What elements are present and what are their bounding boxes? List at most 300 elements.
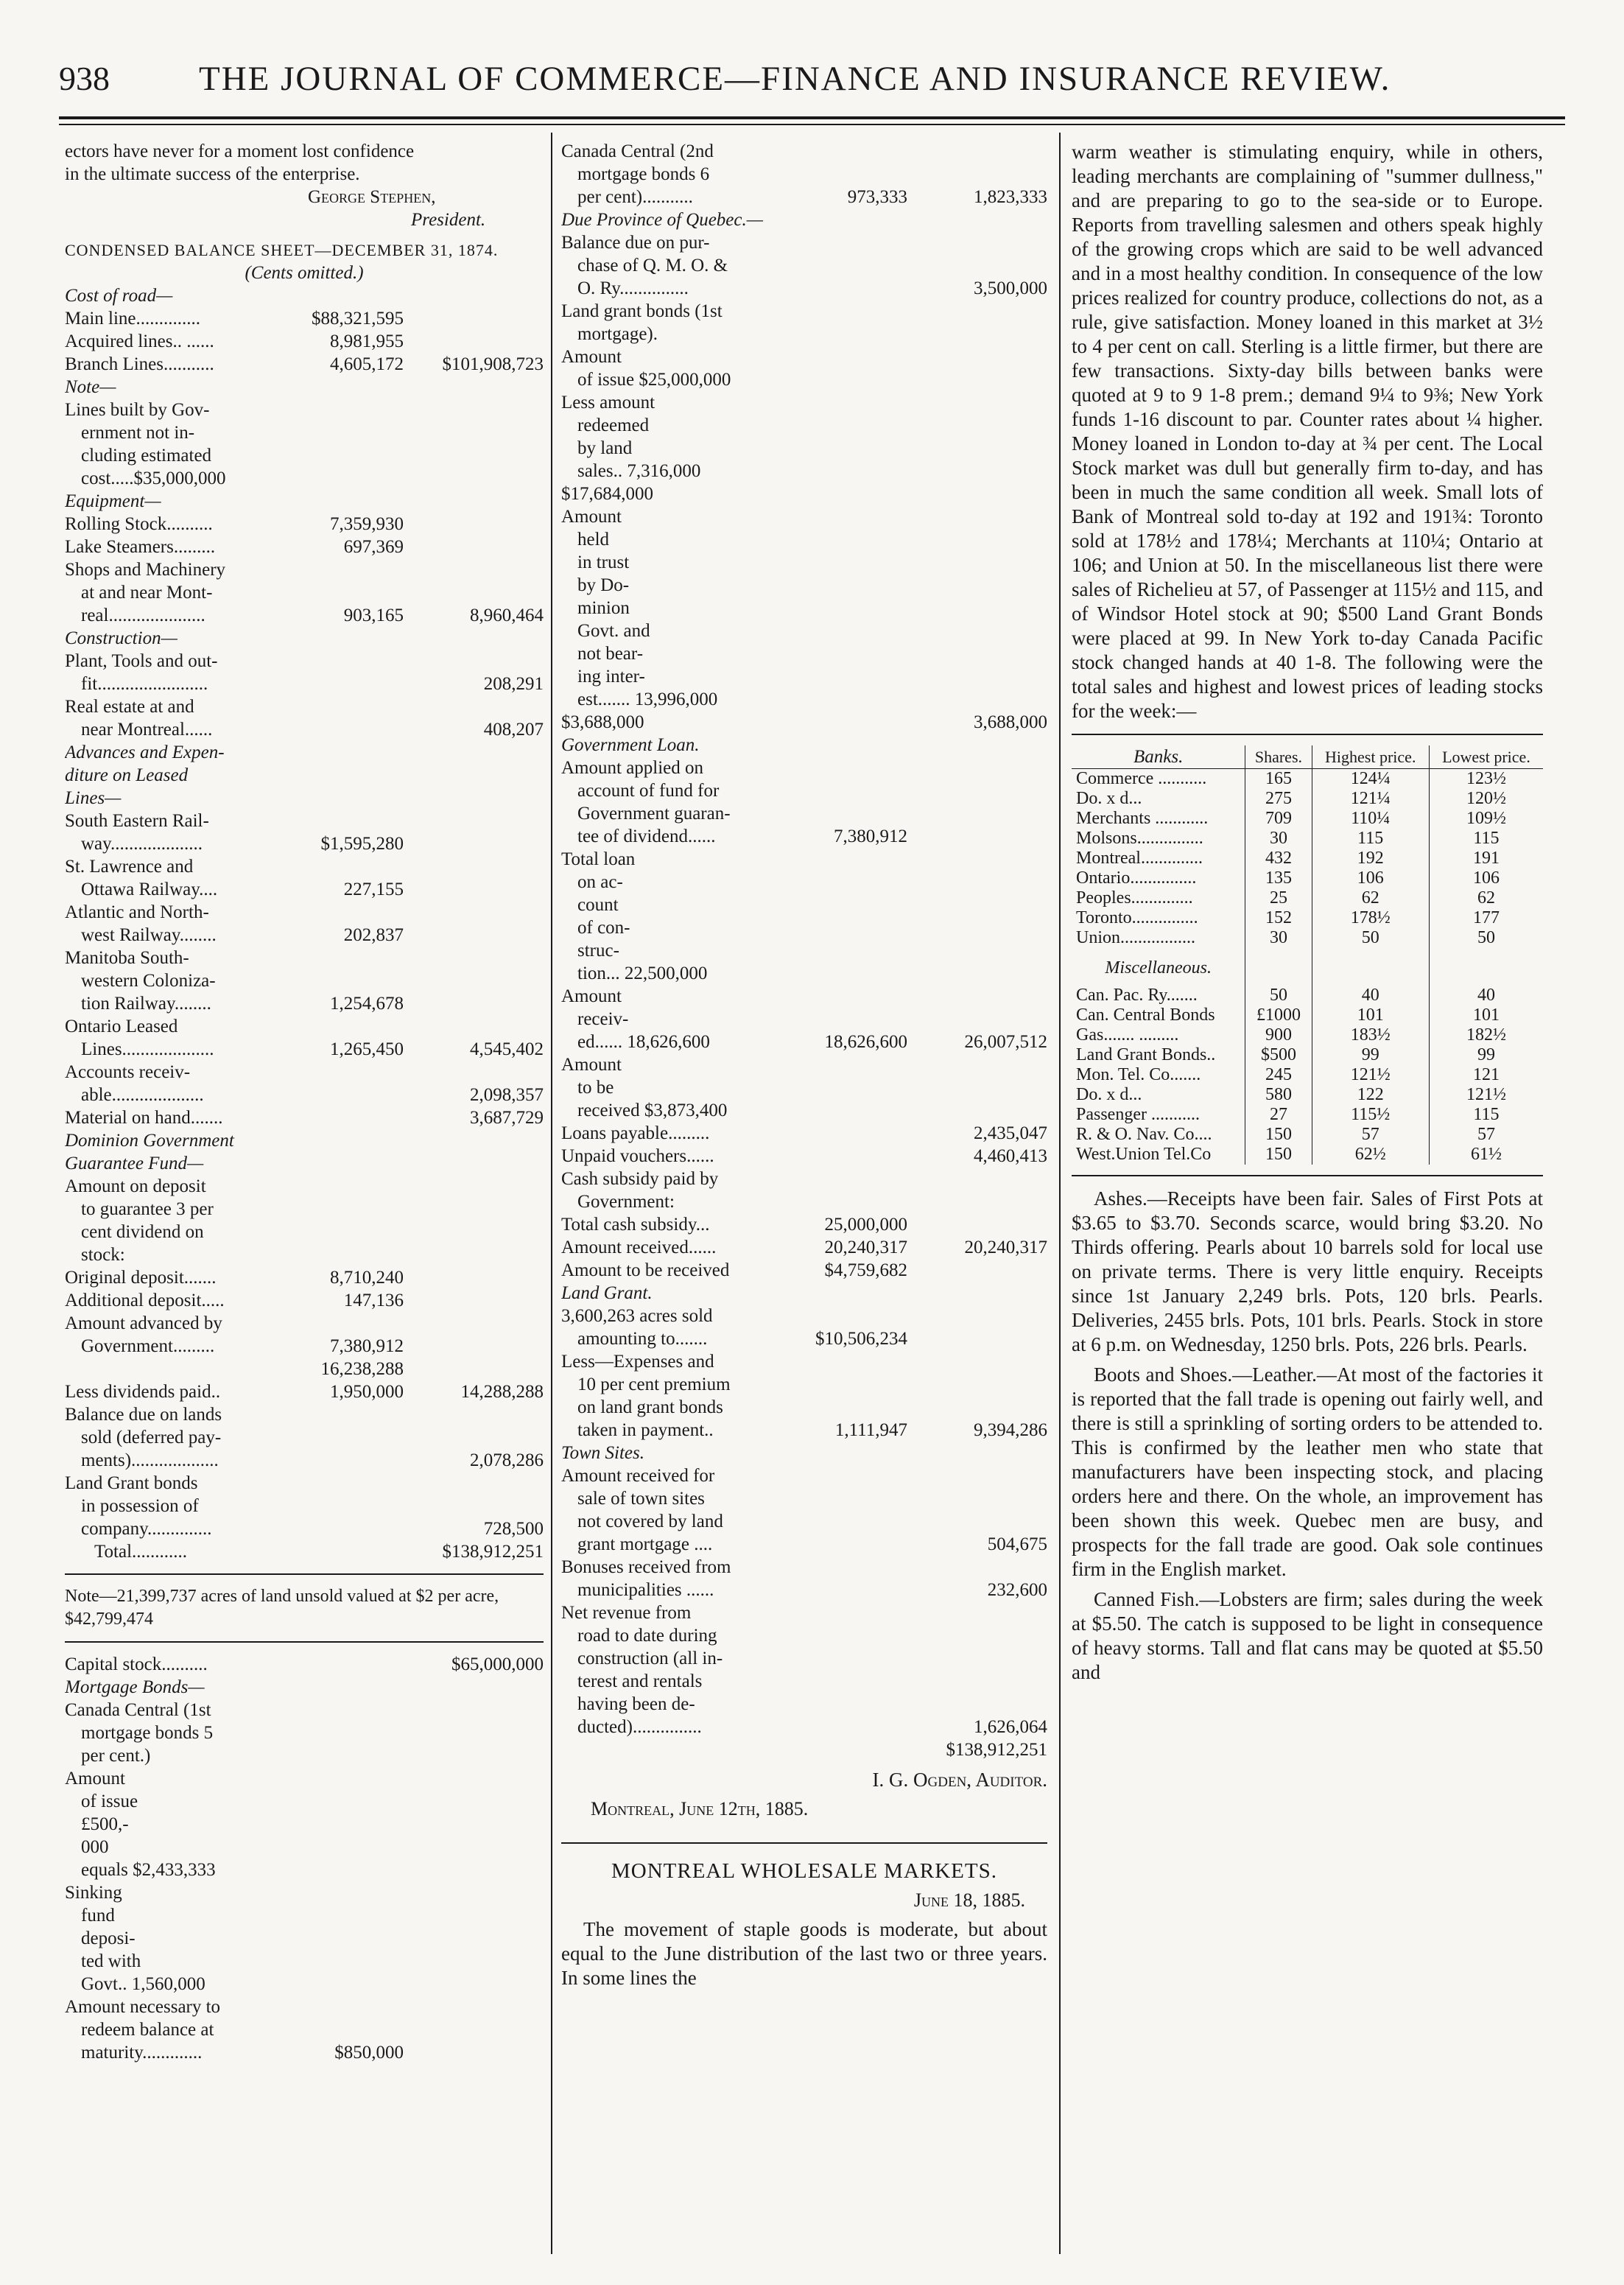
stock-high: 62½: [1312, 1145, 1429, 1165]
ledger-row: [561, 939, 1047, 962]
ledger-row: [561, 825, 1047, 848]
ledger-row: [65, 901, 544, 924]
ledger-label: Amount to be received: [561, 1260, 730, 1280]
ledger-label: £500,-: [81, 1814, 129, 1834]
stock-high: 106: [1312, 868, 1429, 888]
boots-paragraph: Boots and Shoes.—Leather.—At most of the factories it is reported that the fall trade is opening out fairly well, and there is still a sprinkling of sorting orders to be attended to. This is confirmed by the leather men who state that manufacturers have been inspecting stock, and placing orders here and there. On the whole, an improvement has been shown this week. Quebec men are busy, and prospects for the fall trade are good. Oak sole continues firm in the English market.: [1072, 1363, 1543, 1580]
ledger-total: 504,675: [987, 1534, 1047, 1554]
ledger-row: [65, 1676, 544, 1699]
column-rule-2: [1059, 133, 1061, 2254]
ledger-label: tee of dividend......: [577, 826, 716, 846]
ledger-label: Amount: [561, 507, 622, 527]
stock-low: 121½: [1429, 1085, 1543, 1105]
ledger-label: Amount: [561, 347, 622, 367]
stock-name: Can. Pac. Ry.......: [1076, 986, 1198, 1005]
ledger-label: 3,600,263 acres sold: [561, 1306, 713, 1326]
ledger-total: [404, 1950, 544, 1973]
ledger-row: [65, 1495, 544, 1517]
ledger-total: [404, 1221, 544, 1243]
stock-row: [1072, 1145, 1543, 1165]
ledger-amount: 697,369: [343, 537, 404, 557]
ledger-total: 3,687,729: [470, 1108, 544, 1128]
stock-name: Mon. Tel. Co.......: [1076, 1065, 1201, 1084]
stock-high: 101: [1312, 1005, 1429, 1025]
ledger-label: Amount received......: [561, 1238, 717, 1257]
ledger-row: [561, 505, 1047, 528]
ledger-label: Main line..............: [65, 309, 201, 329]
ledger-amount: [278, 284, 404, 307]
ledger-total: [907, 1510, 1047, 1533]
ledger-total: [907, 254, 1047, 277]
ledger-amount: [782, 1670, 907, 1693]
ledger-total: [907, 848, 1047, 871]
ledger-row: [561, 1190, 1047, 1213]
ledger-amount: [782, 1556, 907, 1579]
ledger-amount: [782, 1579, 907, 1601]
ledger-row: [561, 1419, 1047, 1442]
ledger-total: [404, 947, 544, 969]
ledger-amount: [278, 1699, 404, 1721]
ledger-label: Net revenue from: [561, 1603, 692, 1623]
ledger-label: terest and rentals: [577, 1671, 703, 1691]
ledger-row: [561, 1738, 1047, 1761]
ledger-label: received $3,873,400: [577, 1101, 728, 1120]
stock-row: [1072, 868, 1543, 888]
ledger-amount: 1,950,000: [330, 1382, 404, 1402]
col-header-high: Highest price.: [1312, 745, 1429, 769]
ledger-total: [404, 1403, 544, 1426]
ledger-amount: [278, 1973, 404, 1996]
market-section-title: MONTREAL WHOLESALE MARKETS.: [611, 1859, 997, 1883]
ledger-amount: [782, 1464, 907, 1487]
ledger-label: Amount: [561, 986, 622, 1006]
ledger-label: Unpaid vouchers......: [561, 1146, 714, 1166]
ledger-total: [907, 985, 1047, 1008]
ledger-total: [404, 1175, 544, 1198]
ledger-amount: 7,380,912: [330, 1336, 404, 1356]
ledger-amount: [278, 718, 404, 741]
ledger-amount: [782, 619, 907, 642]
ledger-amount: [278, 1517, 404, 1540]
ledger-amount: [782, 871, 907, 894]
ledger-label: 10 per cent premium: [577, 1375, 731, 1394]
ledger-amount: [782, 1053, 907, 1076]
ledger-total: [404, 1904, 544, 1927]
ledger-row: [561, 1647, 1047, 1670]
ledger-label: Sinking: [65, 1883, 122, 1903]
ledger-row: [561, 1259, 1047, 1282]
stock-shares: $500: [1245, 1045, 1312, 1065]
ledger-row: [65, 1403, 544, 1426]
ledger-label: Lake Steamers.........: [65, 537, 216, 557]
ledger-row: [561, 528, 1047, 551]
column-1: [65, 140, 544, 2064]
stock-row: [1072, 1025, 1543, 1045]
stock-shares: £1000: [1245, 1005, 1312, 1025]
ledger-row: [65, 1129, 544, 1152]
ledger-label: redeem balance at: [81, 2020, 214, 2040]
ledger-row: [561, 1236, 1047, 1259]
ledger-total: [404, 1676, 544, 1699]
ledger-total: [404, 650, 544, 673]
ledger-amount: 147,136: [343, 1291, 404, 1310]
intro-line: in the ultimate success of the enterprise.: [65, 164, 360, 184]
stock-row: [1072, 769, 1543, 790]
ledger-row: [561, 345, 1047, 368]
ledger-amount: [782, 1601, 907, 1624]
ledger-label: Accounts receiv-: [65, 1062, 191, 1082]
market-intro: The movement of staple goods is moderate, but about equal to the June distribution of the last two or three years. In some lines the: [561, 1918, 1047, 1989]
ledger-row: [65, 1266, 544, 1289]
stock-name: Commerce ...........: [1076, 769, 1207, 788]
ledger-label: Real estate at and: [65, 697, 194, 717]
ledger-row: [65, 947, 544, 969]
ledger-amount: $850,000: [334, 2043, 404, 2063]
ledger-row: [65, 1721, 544, 1744]
ledger-amount: [278, 1312, 404, 1335]
ledger-amount: [278, 1653, 404, 1676]
ledger-amount: [278, 969, 404, 992]
stock-shares: 25: [1245, 888, 1312, 908]
ledger-row: [65, 718, 544, 741]
ledger-amount: [278, 1790, 404, 1813]
ledger-row: [65, 1289, 544, 1312]
signature-title: President.: [411, 210, 486, 230]
ledger-label: Government Loan.: [561, 735, 700, 755]
ledger-row: [561, 460, 1047, 482]
ledger-amount: 7,380,912: [834, 826, 907, 846]
ledger-label: grant mortgage ....: [577, 1534, 713, 1554]
ledger-row: [65, 353, 544, 376]
ledger-amount: $1,595,280: [320, 834, 404, 854]
ledger-row: [561, 871, 1047, 894]
ledger-total: [404, 2018, 544, 2041]
ledger-amount: [782, 916, 907, 939]
ledger-total: [907, 231, 1047, 254]
ledger-row: [65, 1152, 544, 1175]
ledger-label: Manitoba South-: [65, 948, 189, 968]
stock-low: 120½: [1429, 789, 1543, 809]
ledger-total: 1,626,064: [974, 1717, 1047, 1737]
ledger-row: [65, 1243, 544, 1266]
ledger-label: stock:: [81, 1245, 125, 1265]
ledger-row: [65, 650, 544, 673]
liability-rows-cont: [561, 140, 1047, 1761]
ledger-total: [907, 163, 1047, 186]
ledger-amount: [782, 1533, 907, 1556]
ledger-label: fit........................: [81, 674, 208, 694]
ledger-label: way....................: [81, 834, 203, 854]
ledger-row: [65, 1950, 544, 1973]
ledger-row: [561, 1076, 1047, 1099]
ledger-amount: 1,254,678: [330, 994, 404, 1014]
ledger-label: ed...... 18,626,600: [577, 1032, 710, 1052]
ledger-amount: [782, 939, 907, 962]
ledger-row: [561, 1396, 1047, 1419]
stock-row: [1072, 849, 1543, 868]
ledger-amount: [278, 467, 404, 490]
stock-high: 183½: [1312, 1025, 1429, 1045]
ledger-row: [65, 444, 544, 467]
empty-cell: [1429, 948, 1543, 986]
ledger-row: [65, 924, 544, 947]
ledger-amount: [278, 764, 404, 787]
ledger-row: [561, 1053, 1047, 1076]
ledger-total: [907, 1624, 1047, 1647]
ledger-total: 8,960,464: [470, 606, 544, 625]
ledger-label: Guarantee Fund—: [65, 1154, 204, 1173]
ledger-row: [65, 855, 544, 878]
ledger-amount: [278, 399, 404, 421]
ledger-amount: 16,238,288: [320, 1359, 404, 1379]
ledger-total: [907, 140, 1047, 163]
ledger-amount: [782, 1510, 907, 1533]
ledger-label: ments)...................: [81, 1450, 219, 1470]
ledger-amount: [782, 802, 907, 825]
ledger-total: [907, 1259, 1047, 1282]
ledger-total: [404, 695, 544, 718]
ledger-row: [561, 1327, 1047, 1350]
ledger-total: 4,460,413: [974, 1146, 1047, 1166]
ledger-amount: [278, 1495, 404, 1517]
ledger-row: [65, 992, 544, 1015]
liability-rows: [65, 1653, 544, 2064]
ledger-label: mortgage bonds 5: [81, 1723, 214, 1743]
ledger-label: of issue: [81, 1791, 138, 1811]
ledger-total: [404, 1015, 544, 1038]
ledger-total: [907, 642, 1047, 665]
stock-shares: 900: [1245, 1025, 1312, 1045]
stock-low: 121: [1429, 1065, 1543, 1085]
ledger-row: [65, 764, 544, 787]
stock-high: 121½: [1312, 1065, 1429, 1085]
ledger-label: ernment not in-: [81, 423, 195, 443]
ledger-label: municipalities ......: [577, 1580, 714, 1600]
stock-high: 62: [1312, 888, 1429, 908]
stock-name: R. & O. Nav. Co....: [1076, 1125, 1212, 1144]
ledger-amount: [782, 1442, 907, 1464]
ledger-total: [404, 627, 544, 650]
ledger-label: account of fund for: [577, 781, 720, 801]
ledger-label: on land grant bonds: [577, 1397, 723, 1417]
ledger-total: [907, 1305, 1047, 1327]
ledger-total: [907, 1099, 1047, 1122]
ledger-total: [907, 757, 1047, 779]
ledger-total: [907, 665, 1047, 688]
ledger-row: [65, 421, 544, 444]
ledger-amount: [278, 1175, 404, 1198]
ledger-row: [561, 1099, 1047, 1122]
ledger-amount: [782, 848, 907, 871]
ledger-row: [65, 787, 544, 810]
ledger-label: Advances and Expen-: [65, 743, 225, 762]
ledger-row: [65, 581, 544, 604]
ledger-label: able....................: [81, 1085, 204, 1105]
ledger-amount: [782, 505, 907, 528]
ledger-label: Less amount: [561, 393, 655, 413]
stock-name: Do. x d...: [1076, 789, 1142, 808]
stock-low: 115: [1429, 1105, 1543, 1125]
ledger-total: [404, 1358, 544, 1380]
ledger-total: [907, 1442, 1047, 1464]
ledger-label: Amount: [65, 1769, 125, 1789]
stock-shares: 275: [1245, 789, 1312, 809]
ledger-amount: [278, 1472, 404, 1495]
ledger-row: [65, 1358, 544, 1380]
ledger-amount: [782, 163, 907, 186]
ledger-total: [907, 1190, 1047, 1213]
ledger-label: $17,684,000: [561, 484, 653, 504]
ledger-label: diture on Leased: [65, 765, 189, 785]
ledger-total: [404, 1721, 544, 1744]
ledger-label: Branch Lines...........: [65, 354, 214, 374]
ledger-amount: [782, 323, 907, 345]
ledger-amount: 973,333: [847, 187, 907, 207]
empty-cell: [1312, 948, 1429, 986]
stock-row: [1072, 908, 1543, 928]
ledger-total: [907, 391, 1047, 414]
ledger-total: 2,098,357: [470, 1085, 544, 1105]
ledger-amount: [782, 391, 907, 414]
ledger-label: Capital stock..........: [65, 1654, 208, 1674]
stock-high: 192: [1312, 849, 1429, 868]
ledger-amount: [782, 985, 907, 1008]
ledger-total: [907, 1487, 1047, 1510]
ledger-total: [404, 764, 544, 787]
ledger-label: Amount received for: [561, 1466, 715, 1486]
ledger-amount: $10,506,234: [815, 1329, 907, 1349]
ledger-label: Government guaran-: [577, 804, 731, 824]
ledger-total: [907, 1213, 1047, 1236]
ledger-total: 2,078,286: [470, 1450, 544, 1470]
ledger-row: [65, 1996, 544, 2018]
stock-shares: 165: [1245, 769, 1312, 790]
ledger-label: Balance due on pur-: [561, 233, 710, 253]
ledger-label: Shops and Machinery: [65, 560, 226, 580]
col-header-low: Lowest price.: [1429, 745, 1543, 769]
ledger-amount: 18,626,600: [824, 1032, 907, 1052]
ledger-total: [907, 1350, 1047, 1373]
ledger-amount: [278, 1129, 404, 1152]
ledger-row: [65, 1517, 544, 1540]
ledger-row: [65, 1767, 544, 1790]
ledger-label: held: [577, 530, 610, 550]
ledger-total: 9,394,286: [974, 1420, 1047, 1440]
ledger-amount: [278, 1721, 404, 1744]
ledger-row: [65, 741, 544, 764]
ledger-label: by Do-: [577, 575, 630, 595]
ledger-amount: [782, 642, 907, 665]
ledger-total: 728,500: [483, 1519, 544, 1539]
ledger-total: [907, 551, 1047, 574]
ledger-amount: [782, 437, 907, 460]
ledger-label: Material on hand.......: [65, 1108, 223, 1128]
ledger-total: [404, 490, 544, 513]
ledger-amount: [278, 1198, 404, 1221]
ledger-amount: [278, 558, 404, 581]
ledger-amount: $4,759,682: [824, 1260, 907, 1280]
ledger-total: [907, 1670, 1047, 1693]
misc-header-row: [1072, 948, 1543, 986]
ledger-amount: [278, 1403, 404, 1426]
ledger-label: 000: [81, 1837, 109, 1857]
ledger-amount: [782, 1099, 907, 1122]
stock-low: 109½: [1429, 809, 1543, 829]
journal-title: THE JOURNAL OF COMMERCE—FINANCE AND INSURANCE REVIEW.: [199, 60, 1391, 98]
ledger-label: Less—Expenses and: [561, 1352, 714, 1372]
ledger-total: [404, 1813, 544, 1836]
ledger-row: [561, 186, 1047, 208]
stock-shares: 152: [1245, 908, 1312, 928]
ledger-total: [907, 1168, 1047, 1190]
ledger-total: 3,688,000: [974, 712, 1047, 732]
ledger-label: Government.........: [81, 1336, 215, 1356]
ledger-row: [65, 558, 544, 581]
column-3: [1072, 140, 1543, 1685]
ledger-total: [404, 444, 544, 467]
ledger-total: [404, 1243, 544, 1266]
stock-high: 110¼: [1312, 809, 1429, 829]
ledger-total: [404, 1927, 544, 1950]
ledger-row: [561, 779, 1047, 802]
ledger-label: Equipment—: [65, 491, 161, 511]
ledger-row: [561, 414, 1047, 437]
ledger-label: Acquired lines.. ......: [65, 331, 214, 351]
ledger-total: [907, 345, 1047, 368]
ledger-label: per cent.): [81, 1746, 151, 1766]
ledger-row: [561, 1282, 1047, 1305]
ledger-label: tion... 22,500,000: [577, 964, 708, 983]
ledger-row: [561, 1556, 1047, 1579]
stock-low: 123½: [1429, 769, 1543, 790]
ledger-label: near Montreal......: [81, 720, 213, 740]
ledger-row: [561, 1373, 1047, 1396]
ledger-row: [65, 1790, 544, 1813]
ledger-row: [561, 1213, 1047, 1236]
stock-low: 182½: [1429, 1025, 1543, 1045]
ledger-total: 14,288,288: [460, 1382, 544, 1402]
ledger-total: [907, 528, 1047, 551]
ledger-row: [561, 1716, 1047, 1738]
stock-high: 115: [1312, 829, 1429, 849]
ledger-total: [907, 1556, 1047, 1579]
ledger-amount: [782, 1693, 907, 1716]
ledger-total: [404, 901, 544, 924]
ledger-amount: [782, 231, 907, 254]
ledger-row: [561, 757, 1047, 779]
ledger-amount: $88,321,595: [312, 309, 404, 329]
ledger-total: $65,000,000: [451, 1654, 544, 1674]
ledger-label: cost.....$35,000,000: [81, 468, 226, 488]
stock-high: 124¼: [1312, 769, 1429, 790]
ledger-total: [907, 437, 1047, 460]
ledger-total: [907, 208, 1047, 231]
ledger-total: [907, 779, 1047, 802]
ledger-row: [561, 802, 1047, 825]
ledger-amount: 1,265,450: [330, 1039, 404, 1059]
ledger-label: Atlantic and North-: [65, 902, 209, 922]
ledger-row: [561, 231, 1047, 254]
ledger-row: [65, 467, 544, 490]
ledger-row: [561, 1008, 1047, 1031]
ledger-amount: [782, 962, 907, 985]
ledger-amount: [278, 1744, 404, 1767]
ledger-label: to guarantee 3 per: [81, 1199, 214, 1219]
ledger-amount: [782, 757, 907, 779]
ledger-label: fund: [81, 1906, 115, 1926]
stock-shares: 50: [1245, 986, 1312, 1005]
stock-row: [1072, 928, 1543, 948]
